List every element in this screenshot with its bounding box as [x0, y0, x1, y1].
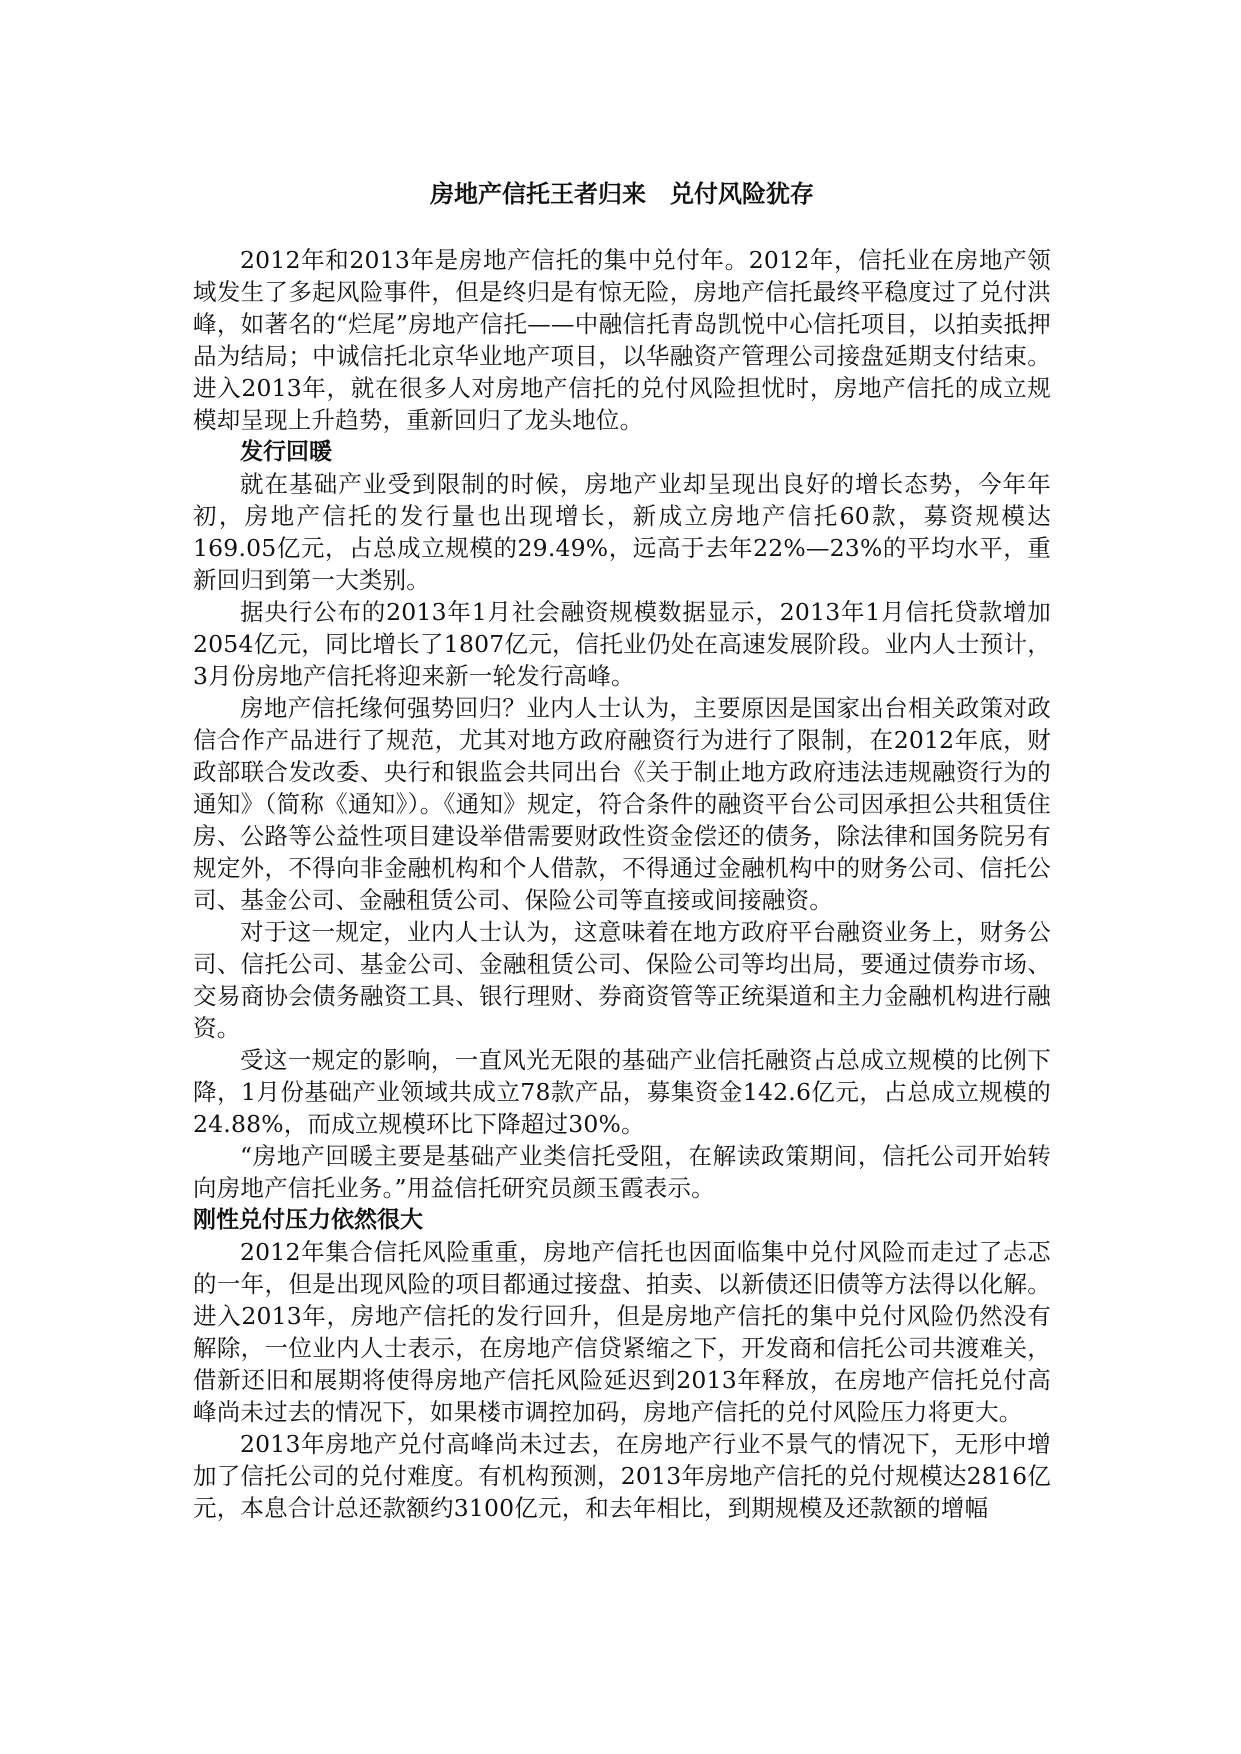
paragraph-analyst-quote: “房地产回暖主要是基础产业类信托受阻，在解读政策期间，信托公司开始转向房地产信托业务。”用益信托研究员颜玉霞表示。	[193, 1142, 1051, 1202]
section-heading-issuance: 发行回暖	[240, 439, 332, 465]
paragraph-2012-risk: 2012年集合信托风险重重，房地产信托也因面临集中兑付风险而走过了忐忑的一年，但是出现风险的项目都通过接盘、拍卖、以新债还旧债等方法得以化解。进入2013年，房地产信托的发行回升，但是房地产信托的集中兑付风险仍然没有解除，一位业内人士表示，在房地产信贷紧缩之下，开发商和信托公司共渡难关，借新还旧和展期将使得房地产信托风险延迟到2013年释放，在房地产信托兑付高峰尚未过去的情况下，如果楼市调控加码，房地产信托的兑付风险压力将更大。	[193, 1238, 1051, 1426]
paragraph-policy-reason: 房地产信托缘何强势回归？业内人士认为，主要原因是国家出台相关政策对政信合作产品进行了规范，尤其对地方政府融资行为进行了限制，在2012年底，财政部联合发改委、央行和银监会共同出台《关于制止地方政府违法违规融资行为的通知》（简称《通知》）。《通知》规定，符合条件的融资平台公司因承担公共租赁住房、公路等公益性项目建设举借需要财政性资金偿还的债务，除法律和国务院另有规定外，不得向非金融机构和个人借款，不得通过金融机构中的财务公司、信托公司、基金公司、金融租赁公司、保险公司等直接或间接融资。	[193, 694, 1051, 914]
paragraph-issuance-growth: 就在基础产业受到限制的时候，房地产业却呈现出良好的增长态势，今年年初，房地产信托的发行量也出现增长，新成立房地产信托60款，募资规模达169.05亿元，占总成立规模的29.49%，远高于去年22%—23%的平均水平，重新回归到第一大类别。	[193, 470, 1051, 594]
paragraph-2013-forecast: 2013年房地产兑付高峰尚未过去，在房地产行业不景气的情况下，无形中增加了信托公司的兑付难度。有机构预测，2013年房地产信托的兑付规模达2816亿元，本息合计总还款额约3100亿元，和去年相比，到期规模及还款额的增幅	[193, 1430, 1051, 1522]
paragraph-central-bank-data: 据央行公布的2013年1月社会融资规模数据显示，2013年1月信托贷款增加2054亿元，同比增长了1807亿元，信托业仍处在高速发展阶段。业内人士预计，3月份房地产信托将迎来新一轮发行高峰。	[193, 598, 1051, 690]
document-page	[193, 178, 1051, 1524]
paragraph-infrastructure-decline: 受这一规定的影响，一直风光无限的基础产业信托融资占总成立规模的比例下降，1月份基础产业领域共成立78款产品，募集资金142.6亿元，占总成立规模的24.88%，而成立规模环比下降超过30%。	[193, 1046, 1051, 1138]
section-heading-payment-pressure: 刚性兑付压力依然很大	[193, 1207, 423, 1233]
paragraph-intro: 2012年和2013年是房地产信托的集中兑付年。2012年，信托业在房地产领域发生了多起风险事件，但是终归是有惊无险，房地产信托最终平稳度过了兑付洪峰，如著名的“烂尾”房地产信托——中融信托青岛凯悦中心信托项目，以拍卖抵押品为结局；中诚信托北京华业地产项目，以华融资产管理公司接盘延期支付结束。进入2013年，就在很多人对房地产信托的兑付风险担忧时，房地产信托的成立规模却呈现上升趋势，重新回归了龙头地位。	[193, 246, 1051, 434]
document-title: 房地产信托王者归来 兑付风险犹存	[430, 180, 814, 208]
paragraph-industry-view: 对于这一规定，业内人士认为，这意味着在地方政府平台融资业务上，财务公司、信托公司、基金公司、金融租赁公司、保险公司等均出局，要通过债券市场、交易商协会债务融资工具、银行理财、券商资管等正统渠道和主力金融机构进行融资。	[193, 918, 1051, 1042]
